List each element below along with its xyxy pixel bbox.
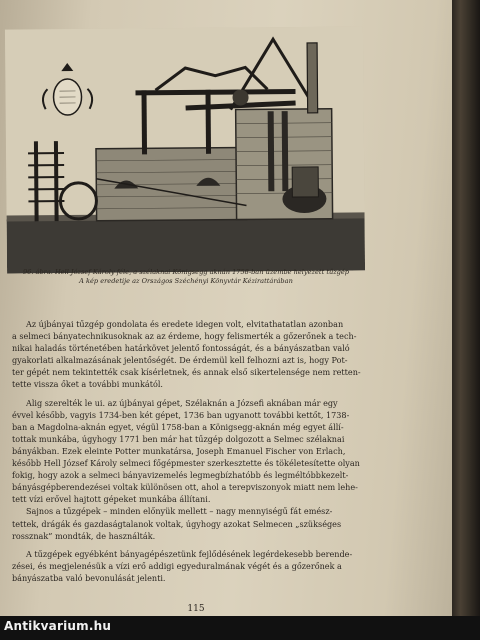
watermark-text: Antikvarium.hu	[4, 619, 112, 633]
text-line: A tűzgépek egyébként bányagépészetünk fejlődésének legérdekesebb berende-	[26, 548, 353, 559]
page-number: 115	[187, 604, 205, 614]
caption-line-1: 96. ábra. Hell József Károly féle, a szélaknai Königsegg aknán 1758-ban üzembe helyezett tűzgép	[22, 268, 350, 276]
text-line: Az újbányai tűzgép gondolata és eredete idegen volt, elvitathatatlan azonban	[26, 319, 344, 329]
text-line: bányásgépberendezései voltak különösen ott, ahol a terepviszonyok miatt nem lehe-	[12, 482, 358, 493]
text-line: tette vissza őket a további munkától.	[12, 379, 163, 390]
text-line: tettek, drágák és gazdaságtalanok voltak, úgyhogy azokat Selmecen „szükséges	[12, 518, 342, 529]
text-line: tett vízi erővel hajtott gépeket munkába állítani.	[12, 494, 211, 505]
text-line: fokig, hogy azok a selmeci bányavizemelés legmegbízhatóbb és legméltóbbkezelt-	[12, 470, 349, 481]
book-spine-edge	[452, 0, 480, 640]
text-line: évvel később, vagyis 1734-ben két gépet, 1736 ban ugyanott további kettőt, 1738-	[12, 409, 350, 420]
text-line: Alig szerelték le ui. az újbányai gépet, Szélaknán a Józsefi aknában már egy	[26, 397, 338, 408]
text-line: bányákban. Ezek eleinte Potter munkatársa, Joseph Emanuel Fischer von Erlach,	[12, 445, 346, 456]
text-line: zései, és megjelenésük a vízi erő addigi egyeduralmának végét és a gőzerőnek a	[12, 560, 342, 571]
text-line: ter gépét nem tekintették csak kísérletnek, és annak első sikertelensége nem retten-	[12, 367, 361, 378]
text-line: gyakorlati alkalmazásának jelentőségét. De érdemül kell felhozni azt is, hogy Pot-	[12, 355, 348, 366]
text-line: tottak munkába, úgyhogy 1771 ben már hat tűzgép dolgozott a Selmec szélaknai	[12, 433, 345, 444]
text-line: bányászatba való bevonulását jelenti.	[12, 572, 166, 583]
caption-line-2: A kép eredetije az Országos Széchényi Könyvtár Kézirattárában	[79, 277, 293, 286]
figure-caption	[0, 268, 372, 287]
text-line: ban a Magdolna-aknán egyet, végül 1758-ban a Königsegg-aknán még egyet állí-	[12, 421, 344, 432]
body-text	[12, 318, 366, 584]
engraving-illustration	[5, 26, 365, 273]
text-line: később Hell József Károly selmeci főgépmester szerkesztette és tökéletesítette olyan	[12, 458, 360, 469]
text-line: a selmeci bányatechnikusoknak az az érdeme, hogy felismerték a gőzerőnek a tech-	[12, 331, 357, 342]
text-line: Sajnos a tűzgépek – minden előnyük mellett – nagy mennyiségű fát emész-	[26, 506, 333, 517]
text-line: rossznak” mondták, de használták.	[12, 530, 156, 541]
text-line: nikai haladás történetében határkövet jelentő fontosságát, és a bányászatban való	[12, 343, 350, 354]
